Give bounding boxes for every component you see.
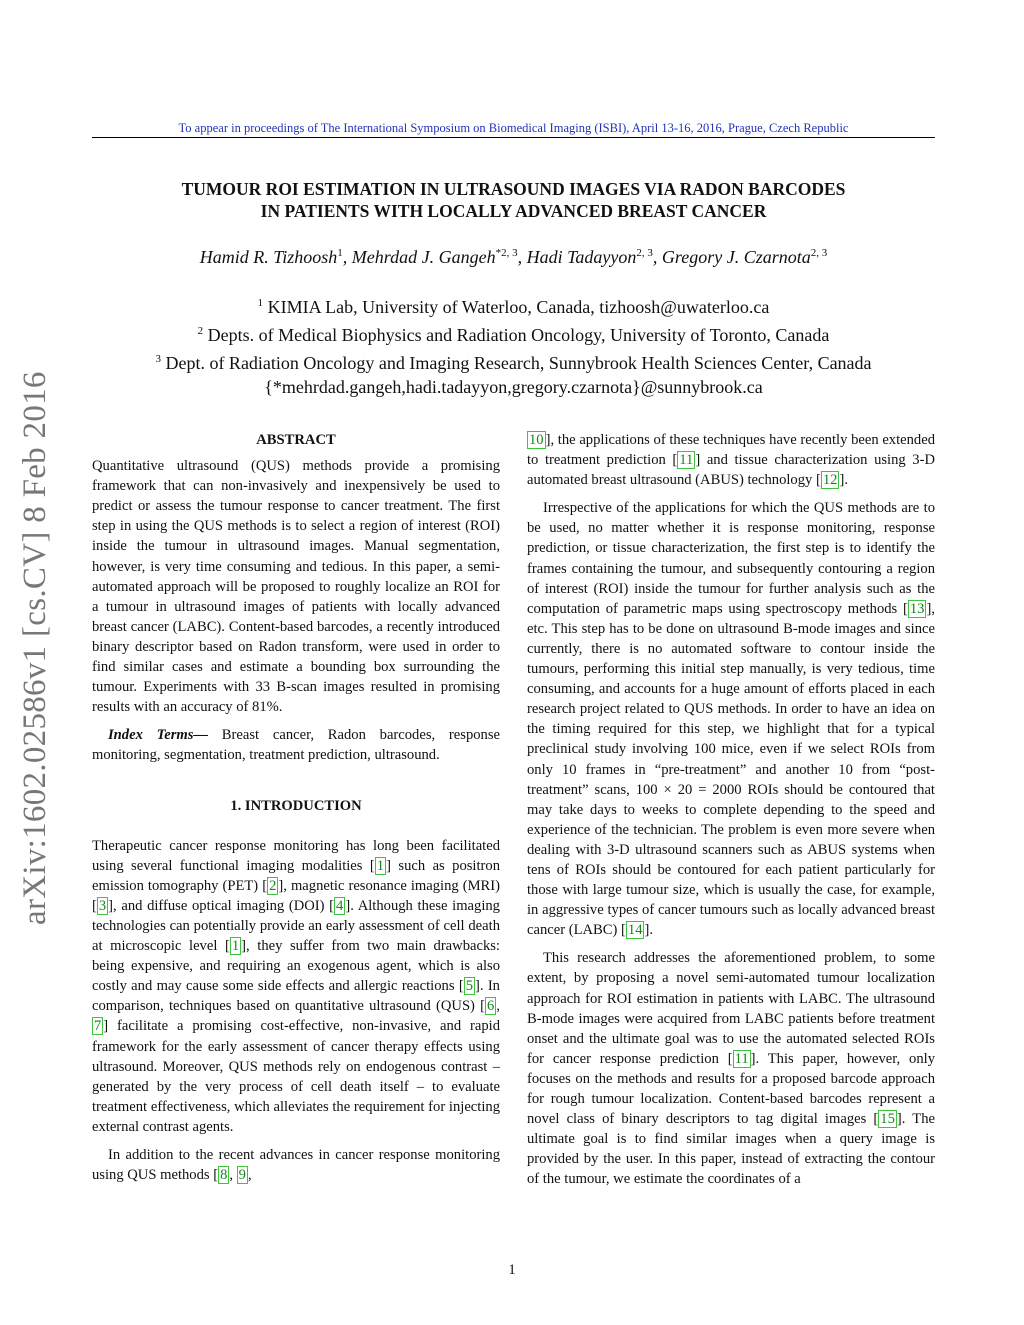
citation-link[interactable]: 13: [909, 600, 925, 617]
affiliations: [92, 291, 935, 399]
intro-paragraph: Therapeutic cancer response monitoring has long been facilitated using several functional imaging modalities [ 1 ] such as positron emission tomography (PET) [ 2 ], magnetic resonance imaging (MRI) [ 3 ], and diffuse optical imaging (DOI) [ 4 ]. Although these imaging technologies can potentially provide an early assessment of cell death at microscopic level [ 1 ], they suffer from two main drawbacks: being expensive, and requiring an exogenous agent, which is also costly and may cause some side effects and allergic reactions [ 5 ]. In comparison, techniques based on quantitative ultrasound (QUS) [ 6 , 7 ] facilitate a promising cost-effective, non-invasive, and rapid framework for the early assessment of cancer therapy effects using ultrasound. Moreover, QUS methods rely on endogenous contrast – generated by the very process of cell death itself – to evaluate treatment effectiveness, which alleviates the requirement for injecting external contrast agents.: [92, 837, 500, 1135]
citation-link[interactable]: 1: [231, 938, 240, 955]
index-terms-text: Breast cancer, Radon barcodes, response monitoring, segmentation, treatment prediction, ultrasound.: [92, 727, 501, 764]
affiliation: [92, 291, 935, 319]
right-column: [527, 430, 935, 1197]
page-number: 1: [508, 1262, 516, 1278]
intro-heading: 1. INTRODUCTION: [230, 797, 362, 814]
citation-link[interactable]: 7: [94, 1018, 102, 1035]
author-sup: *2, 3: [495, 247, 518, 259]
citation-link[interactable]: 15: [880, 1111, 895, 1128]
running-header: To appear in proceedings of The International Symposium on Biomedical Imaging (ISBI), April 13-16, 2016, Prague, Czech Republic: [178, 121, 849, 135]
citation-link[interactable]: 2: [269, 877, 277, 894]
intro-paragraph-cont: 10 ], the applications of these techniques have recently been extended to treatment prediction [ 11 ] and tissue characterization using 3-D automated breast ultrasound (ABUS) technology [ 12 ].: [527, 432, 935, 489]
index-terms-label: Index Terms—: [108, 727, 209, 744]
author: Hadi Tadayyon: [526, 247, 637, 267]
citation-link[interactable]: 6: [487, 998, 495, 1015]
affiliation-sup: 2: [197, 325, 204, 337]
left-column: [92, 430, 500, 1193]
citation-link[interactable]: 12: [822, 472, 838, 489]
citation-link[interactable]: 3: [98, 897, 107, 914]
affiliation-text: Dept. of Radiation Oncology and Imaging Research, Sunnybrook Health Sciences Center, Canada: [165, 353, 872, 373]
affiliation-sup: 1: [257, 297, 264, 309]
author: Gregory J. Czarnota: [661, 247, 811, 267]
author-sup: 2, 3: [810, 247, 828, 259]
index-terms: [92, 725, 500, 765]
title-line-1: TUMOUR ROI ESTIMATION IN ULTRASOUND IMAGES VIA RADON BARCODES: [181, 179, 846, 199]
arxiv-identifier: arXiv:1602.02586v1 [cs.CV] 8 Feb 2016: [17, 371, 53, 925]
author: Hamid R. Tizhoosh: [199, 247, 338, 267]
citation-link[interactable]: 11: [679, 452, 694, 469]
citation-link[interactable]: 9: [238, 1167, 246, 1184]
affiliation-text: Depts. of Medical Biophysics and Radiation Oncology, University of Toronto, Canada: [207, 325, 830, 345]
author-list: Hamid R. Tizhoosh$^1$, Mehrdad J. Gangeh$^{*2, 3}$, Hadi Tadayyon$^{2, 3}$, Gregory J. Czarnota$^{2, 3}$: [199, 247, 828, 267]
citation-link[interactable]: 1: [376, 857, 385, 874]
citation-link[interactable]: 5: [465, 978, 473, 995]
citation-link[interactable]: 4: [336, 897, 344, 914]
citation-link[interactable]: 8: [220, 1167, 228, 1184]
affiliation: [92, 319, 935, 347]
intro-paragraph: This research addresses the aforementioned problem, to some extent, by proposing a novel semi-automated tumour localization approach for ROI estimation in patients with LABC. The ultrasound B-mode images were acquired from LABC patients before treatment onset and the ultimate goal was to use the automated selected ROIs for cancer response prediction [ 11 ]. This paper, however, only focuses on the methods and results for a proposed barcode approach for rough tumour localization. Content-based barcodes represent a novel class of binary descriptors to tag digital images [ 15 ]. The ultimate goal is to find similar images when a query image is provided by the user. In this paper, instead of extracting the contour of the tumour, we estimate the coordinates of a: [527, 950, 935, 1188]
email-list: {*mehrdad.gangeh,hadi.tadayyon,gregory.czarnota}@sunnybrook.ca: [264, 377, 763, 397]
citation-link[interactable]: 14: [627, 922, 643, 939]
title-line-2: IN PATIENTS WITH LOCALLY ADVANCED BREAST CANCER: [260, 201, 767, 221]
affiliation-sup: 3: [155, 353, 161, 365]
author-sup: 1: [337, 247, 343, 259]
author: Mehrdad J. Gangeh: [351, 247, 496, 267]
citation-link[interactable]: 10: [529, 432, 544, 448]
affiliation: [92, 347, 935, 375]
intro-paragraph: In addition to the recent advances in cancer response monitoring using QUS methods [ 8 , 9 ,: [92, 1147, 500, 1184]
abstract-text: Quantitative ultrasound (QUS) methods provide a promising framework that can non-invasively and inexpensively be used to predict or assess the tumour response to cancer treatment. The first step in using the QUS methods is to select a region of interest (ROI) inside the tumour in ultrasound images. Manual segmentation, however, is very time consuming and tedious. In this paper, a semi-automated approach will be proposed to roughly localize an ROI for a tumour in ultrasound images of patients with locally advanced breast cancer (LABC). Content-based barcodes, a recently introduced binary descriptor based on Radon transform, were used in order to find similar cases and estimate a bounding box surrounding the tumour. Experiments with 33 B-scan images resulted in promising results with an accuracy of 81%.: [92, 458, 500, 716]
header-rule: [92, 137, 935, 138]
citation-link[interactable]: 11: [734, 1050, 749, 1067]
abstract-heading: ABSTRACT: [256, 432, 336, 448]
paper-title: [92, 178, 935, 222]
affiliation-text: KIMIA Lab, University of Waterloo, Canada, tizhoosh@uwaterloo.ca: [267, 297, 770, 317]
intro-paragraph: Irrespective of the applications for which the QUS methods are to be used, no matter whether it is response monitoring, response prediction, or tissue characterization, the first step is to identify the frames containing the tumour, and subsequently contouring a region of interest (ROI) inside the tumour for further analysis such as the computation of parametric maps using spectroscopy methods [ 13 ], etc. This step has to be done on ultrasound B-mode images and since currently, there is no automated software to contour inside the tumours, performing this initial step manually, is very tedious, time consuming, and accounts for a huge amount of efforts placed in each research project related to QUS methods. In order to have an idea on the timing required for this step, we highlight that for a typical preclinical study involving 100 mice, even if we select ROIs from only 10 frames in “pre-treatment” and another 10 from “post-treatment” scans, 100 × 20 = 2000 ROIs should be contoured that may take days to weeks to complete depending to the speed and experience of the technician. The problem is even more severe when dealing with 3-D ultrasound scanners such as ABUS systems when tens of ROIs should be contoured for each patient particularly for those with large tumour size, which is usually the case, for example, in aggressive types of cancer tumours such as locally advanced breast cancer (LABC) [ 14 ].: [527, 500, 935, 939]
author-sup: 2, 3: [636, 247, 653, 259]
